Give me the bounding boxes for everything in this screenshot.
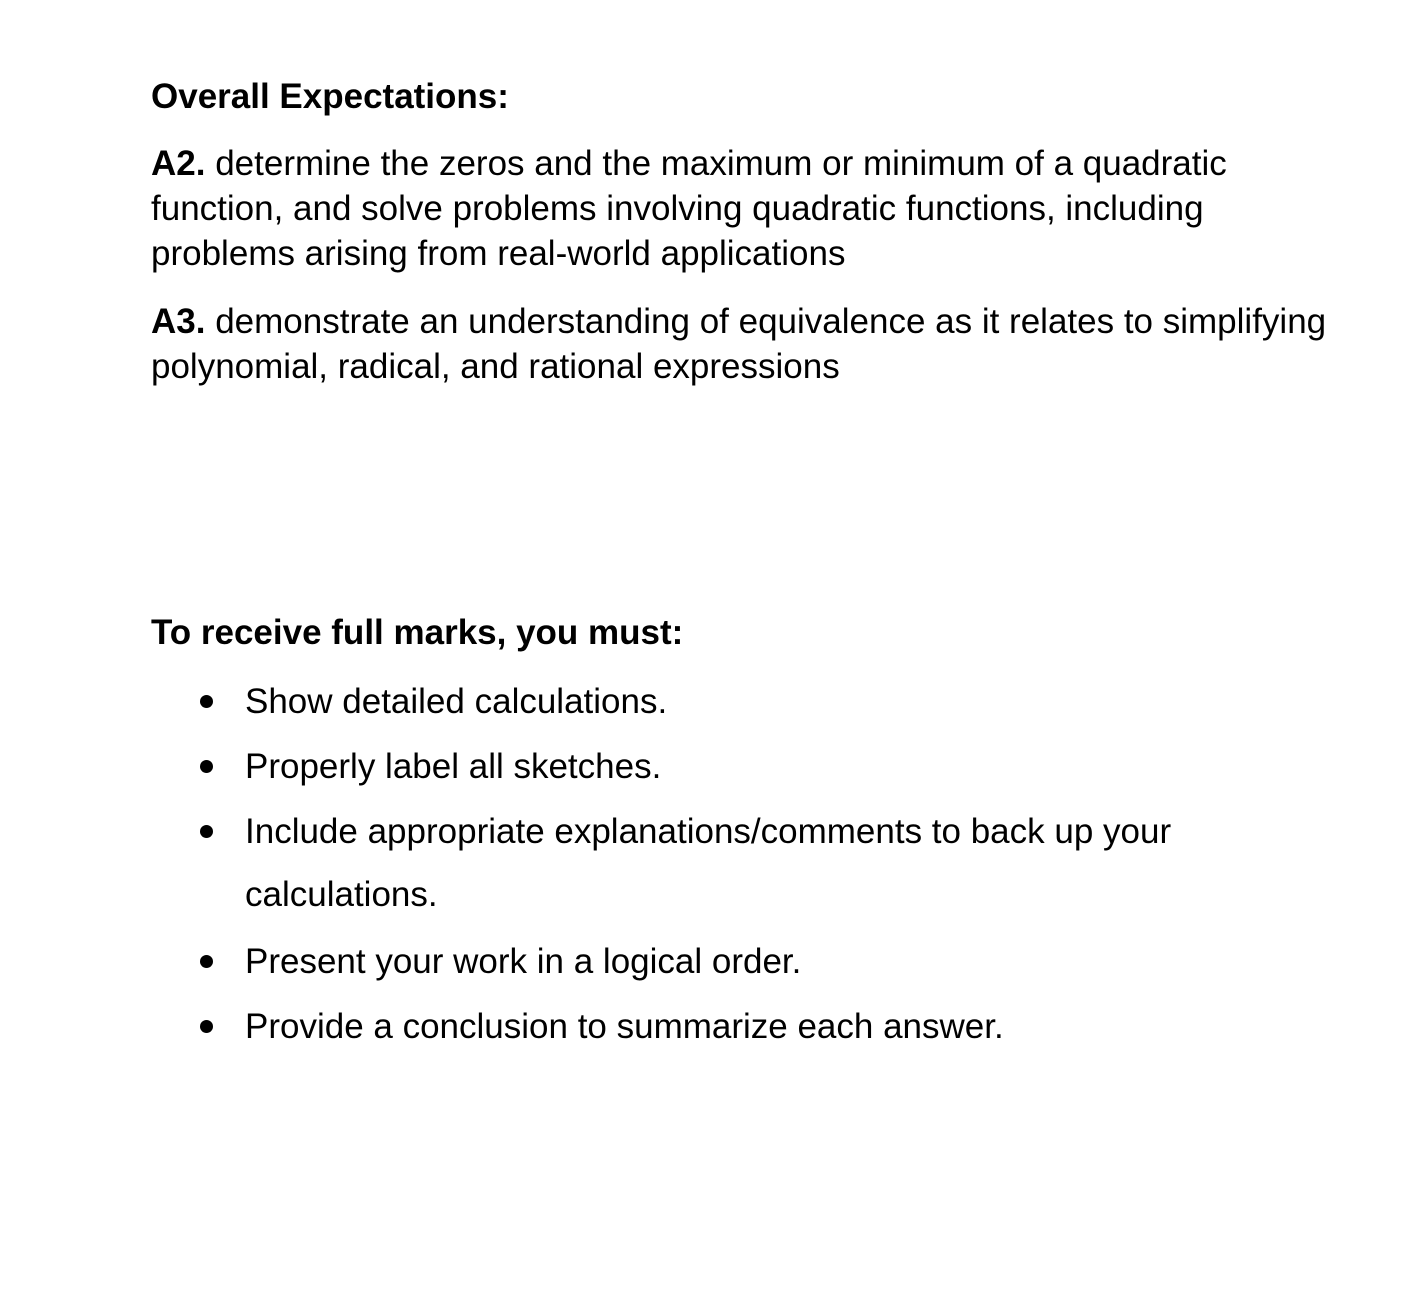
bullet-icon bbox=[200, 1020, 213, 1033]
expectation-text: determine the zeros and the maximum or minimum of a quadratic function, and solve problems involving quadratic functions, including problems arising from real-world applications bbox=[151, 144, 1227, 273]
expectation-code: A3. bbox=[151, 302, 206, 341]
expectation-text: demonstrate an understanding of equivalence as it relates to simplifying polynomial, radical, and rational expressions bbox=[151, 302, 1327, 386]
list-item-text: Include appropriate explanations/comments to back up your calculations. bbox=[245, 812, 1172, 914]
list-item-text: Present your work in a logical order. bbox=[245, 942, 802, 981]
list-item-text: Properly label all sketches. bbox=[245, 747, 662, 786]
full-marks-heading: To receive full marks, you must: bbox=[151, 613, 684, 652]
expectation-a2 bbox=[151, 141, 1331, 276]
bullet-icon bbox=[200, 760, 213, 773]
bullet-icon bbox=[200, 955, 213, 968]
overall-expectations-heading: Overall Expectations: bbox=[151, 77, 509, 116]
bullet-icon bbox=[200, 695, 213, 708]
bullet-icon bbox=[200, 825, 213, 838]
expectation-code: A2. bbox=[151, 144, 206, 183]
list-item-text: Show detailed calculations. bbox=[245, 682, 668, 721]
list-item-text: Provide a conclusion to summarize each answer. bbox=[245, 1007, 1004, 1046]
expectation-a3 bbox=[151, 299, 1331, 389]
